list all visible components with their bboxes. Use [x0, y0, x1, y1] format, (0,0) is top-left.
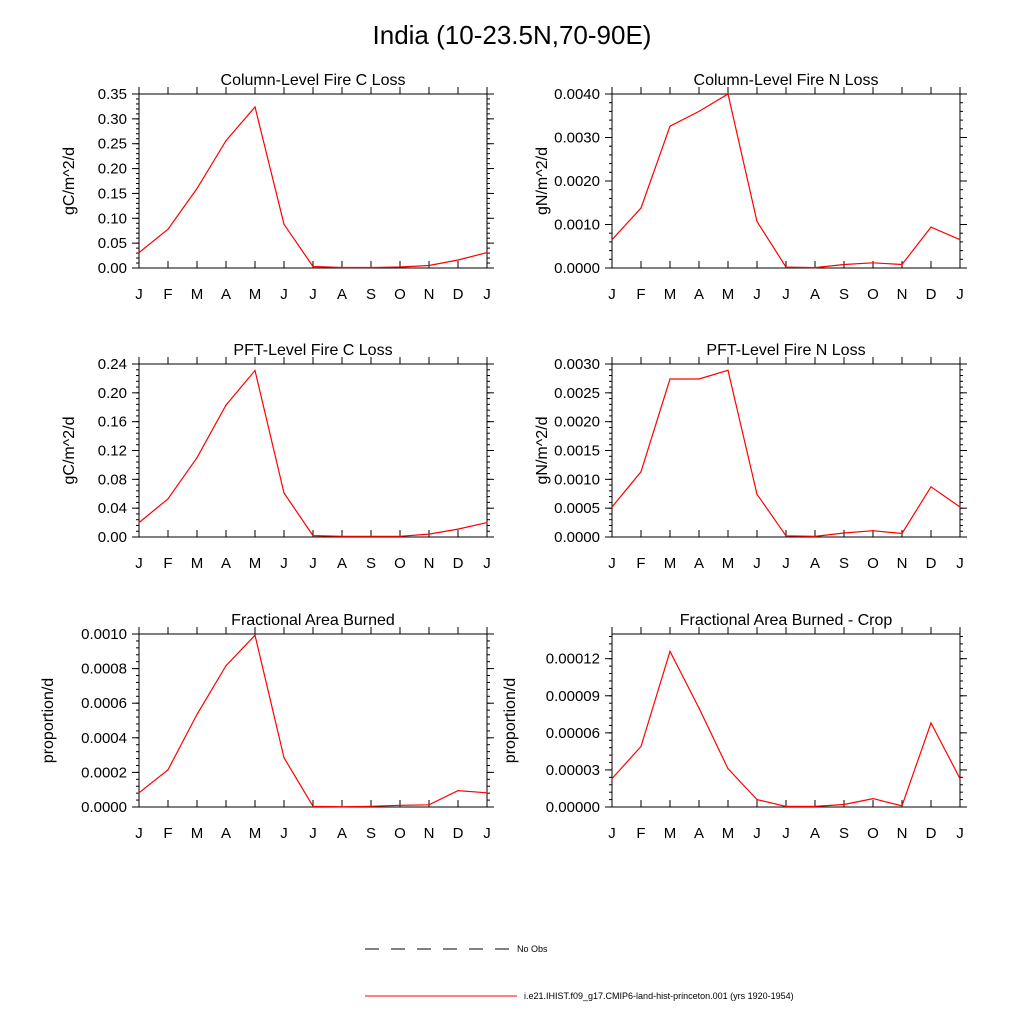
panel-title: Column-Level Fire N Loss: [693, 72, 879, 89]
y-tick-label: 0.05: [97, 235, 127, 253]
data-point: [312, 806, 313, 807]
x-tick-label: N: [423, 825, 435, 842]
y-tick-label: 0.00000: [545, 799, 600, 816]
data-point: [138, 252, 139, 253]
data-point: [196, 714, 197, 715]
data-point: [872, 798, 873, 799]
x-tick-label: J: [280, 825, 288, 842]
panel-title: PFT-Level Fire N Loss: [706, 342, 866, 359]
data-point: [872, 530, 873, 531]
y-tick-label: 0.0000: [554, 260, 600, 277]
y-tick-label: 0.0004: [81, 729, 127, 747]
data-point: [843, 532, 844, 533]
data-point: [843, 264, 844, 265]
data-point: [727, 370, 728, 371]
data-point: [138, 792, 139, 793]
data-point: [843, 804, 844, 805]
data-point: [814, 536, 815, 537]
data-point: [959, 239, 960, 240]
y-tick-label: 0.0008: [81, 660, 127, 678]
y-tick-label: 0.0000: [81, 799, 127, 816]
y-tick-label: 0.16: [97, 413, 127, 431]
x-tick-label: A: [336, 555, 348, 572]
y-tick-label: 0.0010: [81, 626, 127, 643]
legend: [365, 944, 794, 1001]
x-tick-label: J: [782, 825, 790, 842]
data-point: [486, 522, 487, 523]
data-point: [457, 528, 458, 529]
data-point: [669, 126, 670, 127]
x-tick-label: M: [248, 286, 262, 303]
y-tick-label: 0.0030: [554, 129, 600, 147]
data-point: [698, 378, 699, 379]
x-tick-label: M: [248, 555, 262, 572]
x-tick-label: M: [721, 555, 735, 572]
data-point: [640, 471, 641, 472]
x-tick-label: J: [135, 825, 143, 842]
x-tick-label: M: [190, 825, 204, 842]
data-point: [814, 267, 815, 268]
x-tick-label: D: [452, 286, 464, 303]
panel-title: Fractional Area Burned: [231, 612, 395, 629]
y-tick-label: 0.20: [97, 160, 127, 178]
x-tick-label: S: [365, 555, 377, 572]
plot-frame: [139, 634, 487, 807]
data-point: [399, 266, 400, 267]
x-tick-label: J: [280, 555, 288, 572]
y-tick-label: 0.15: [97, 185, 127, 203]
data-point: [370, 267, 371, 268]
y-axis-label: gC/m^2/d: [61, 416, 78, 485]
y-tick-label: 0.00: [97, 529, 127, 546]
data-point: [756, 494, 757, 495]
data-point: [312, 535, 313, 536]
plot-frame: [612, 94, 960, 268]
data-point: [698, 111, 699, 112]
x-tick-label: O: [867, 286, 879, 303]
data-point: [283, 224, 284, 225]
y-tick-label: 0.0025: [554, 384, 600, 402]
x-tick-label: J: [956, 825, 964, 842]
data-point: [611, 778, 612, 779]
x-tick-label: S: [365, 286, 377, 303]
x-tick-label: J: [956, 555, 964, 572]
x-tick-label: J: [309, 555, 317, 572]
x-tick-label: J: [608, 825, 616, 842]
y-tick-label: 0.00003: [545, 761, 600, 779]
x-tick-label: M: [248, 825, 262, 842]
data-point: [428, 804, 429, 805]
x-tick-label: M: [663, 555, 677, 572]
x-tick-label: S: [838, 555, 850, 572]
x-tick-label: O: [394, 555, 406, 572]
x-tick-label: J: [956, 286, 964, 303]
x-tick-label: M: [721, 825, 735, 842]
data-point: [254, 370, 255, 371]
x-tick-label: S: [838, 825, 850, 842]
data-point: [341, 536, 342, 537]
series-line: [612, 94, 960, 268]
data-point: [167, 769, 168, 770]
plot-frame: [612, 364, 960, 537]
x-tick-label: O: [867, 825, 879, 842]
series-line: [612, 651, 960, 806]
y-tick-label: 0.20: [97, 384, 127, 402]
data-point: [930, 722, 931, 723]
y-tick-label: 0.00012: [545, 650, 600, 668]
x-tick-label: J: [483, 286, 491, 303]
data-point: [167, 229, 168, 230]
x-tick-label: J: [309, 825, 317, 842]
x-tick-label: M: [663, 286, 677, 303]
data-point: [959, 506, 960, 507]
data-point: [814, 806, 815, 807]
data-point: [756, 799, 757, 800]
y-tick-label: 0.0010: [554, 216, 600, 234]
y-axis-label: proportion/d: [40, 677, 57, 764]
x-tick-label: A: [220, 286, 232, 303]
data-point: [901, 264, 902, 265]
panel-1: [61, 72, 494, 303]
plot-frame: [139, 94, 487, 268]
y-tick-label: 0.0005: [554, 500, 600, 518]
x-tick-label: D: [925, 555, 937, 572]
x-tick-label: D: [452, 825, 464, 842]
x-tick-label: D: [925, 286, 937, 303]
data-point: [785, 535, 786, 536]
data-point: [640, 207, 641, 208]
data-point: [196, 457, 197, 458]
x-tick-label: N: [423, 555, 435, 572]
x-tick-label: J: [753, 555, 761, 572]
data-point: [669, 651, 670, 652]
data-point: [167, 498, 168, 499]
y-tick-label: 0.0020: [554, 173, 600, 190]
panel-4: [534, 342, 967, 572]
y-tick-label: 0.04: [97, 500, 127, 518]
data-point: [486, 792, 487, 793]
data-point: [254, 635, 255, 636]
x-tick-label: J: [280, 286, 288, 303]
data-point: [901, 533, 902, 534]
x-tick-label: J: [309, 286, 317, 303]
x-tick-label: F: [163, 286, 173, 303]
x-tick-label: F: [163, 555, 173, 572]
data-point: [370, 536, 371, 537]
x-tick-label: O: [867, 555, 879, 572]
y-tick-label: 0.25: [97, 135, 127, 153]
x-tick-label: J: [753, 825, 761, 842]
x-tick-label: N: [423, 286, 435, 303]
panel-title: Column-Level Fire C Loss: [220, 72, 406, 89]
series-line: [139, 371, 487, 537]
y-tick-label: 0.0040: [554, 86, 600, 103]
x-tick-label: A: [693, 555, 705, 572]
data-point: [225, 665, 226, 666]
x-tick-label: F: [636, 555, 646, 572]
panel-2: [534, 72, 967, 303]
y-tick-label: 0.24: [97, 356, 127, 373]
y-tick-label: 0.35: [97, 86, 127, 103]
data-point: [341, 267, 342, 268]
x-tick-label: J: [782, 286, 790, 303]
x-tick-label: A: [336, 286, 348, 303]
data-point: [225, 140, 226, 141]
data-point: [283, 492, 284, 493]
y-tick-label: 0.10: [97, 210, 127, 228]
data-point: [370, 806, 371, 807]
y-axis-label: gN/m^2/d: [534, 147, 551, 215]
legend-obs-label: No Obs: [517, 944, 548, 954]
x-tick-label: S: [365, 825, 377, 842]
data-point: [225, 404, 226, 405]
data-point: [930, 227, 931, 228]
x-tick-label: A: [809, 555, 821, 572]
data-point: [457, 259, 458, 260]
data-point: [341, 806, 342, 807]
data-point: [611, 506, 612, 507]
panel-title: PFT-Level Fire C Loss: [233, 342, 393, 359]
panel-title: Fractional Area Burned - Crop: [679, 612, 893, 629]
data-point: [283, 757, 284, 758]
x-tick-label: M: [721, 286, 735, 303]
y-tick-label: 0.0015: [554, 442, 600, 460]
data-point: [959, 778, 960, 779]
data-point: [312, 266, 313, 267]
data-point: [457, 790, 458, 791]
x-tick-label: J: [608, 286, 616, 303]
y-tick-label: 0.0002: [81, 764, 127, 782]
y-tick-label: 0.0020: [554, 413, 600, 431]
data-point: [698, 708, 699, 709]
x-tick-label: A: [693, 825, 705, 842]
y-tick-label: 0.00006: [545, 724, 600, 742]
x-tick-label: A: [693, 286, 705, 303]
x-tick-label: N: [896, 286, 908, 303]
data-point: [399, 805, 400, 806]
x-tick-label: A: [220, 555, 232, 572]
x-tick-label: F: [163, 825, 173, 842]
x-tick-label: M: [190, 555, 204, 572]
panel-3: [61, 342, 494, 572]
x-tick-label: A: [220, 825, 232, 842]
data-point: [196, 188, 197, 189]
data-point: [138, 522, 139, 523]
x-tick-label: M: [190, 286, 204, 303]
data-point: [486, 252, 487, 253]
x-tick-label: J: [753, 286, 761, 303]
y-tick-label: 0.08: [97, 471, 127, 489]
data-point: [727, 93, 728, 94]
data-point: [785, 267, 786, 268]
panel-5: [40, 612, 494, 842]
data-point: [428, 534, 429, 535]
x-tick-label: S: [838, 286, 850, 303]
y-tick-label: 0.00009: [545, 687, 600, 705]
y-tick-label: 0.00: [97, 260, 127, 277]
data-point: [640, 746, 641, 747]
x-tick-label: A: [336, 825, 348, 842]
data-point: [611, 239, 612, 240]
x-tick-label: J: [608, 555, 616, 572]
y-tick-label: 0.0010: [554, 471, 600, 489]
figure-title: India (10-23.5N,70-90E): [372, 20, 652, 50]
x-tick-label: J: [135, 555, 143, 572]
legend-model-label: i.e21.IHIST.f09_g17.CMIP6-land-hist-princeton.001 (yrs 1920-1954): [524, 991, 794, 1001]
plot-frame: [612, 634, 960, 807]
series-line: [139, 635, 487, 807]
x-tick-label: A: [809, 825, 821, 842]
data-point: [669, 378, 670, 379]
data-point: [254, 106, 255, 107]
data-point: [872, 262, 873, 263]
data-point: [727, 768, 728, 769]
x-tick-label: A: [809, 286, 821, 303]
y-tick-label: 0.0006: [81, 695, 127, 713]
y-tick-label: 0.12: [97, 442, 127, 460]
y-axis-label: proportion/d: [502, 677, 519, 764]
x-tick-label: J: [483, 825, 491, 842]
data-point: [756, 221, 757, 222]
x-tick-label: F: [636, 825, 646, 842]
data-point: [785, 806, 786, 807]
series-line: [612, 370, 960, 536]
y-axis-label: gC/m^2/d: [61, 147, 78, 215]
x-tick-label: O: [394, 825, 406, 842]
plot-frame: [139, 364, 487, 537]
x-tick-label: J: [483, 555, 491, 572]
x-tick-label: O: [394, 286, 406, 303]
y-tick-label: 0.30: [97, 110, 127, 128]
x-tick-label: J: [135, 286, 143, 303]
y-axis-label: gN/m^2/d: [534, 416, 551, 485]
y-tick-label: 0.0000: [554, 529, 600, 546]
x-tick-label: N: [896, 555, 908, 572]
y-tick-label: 0.0030: [554, 356, 600, 373]
data-point: [901, 805, 902, 806]
x-tick-label: N: [896, 825, 908, 842]
data-point: [428, 265, 429, 266]
x-tick-label: D: [925, 825, 937, 842]
x-tick-label: F: [636, 286, 646, 303]
x-tick-label: D: [452, 555, 464, 572]
series-line: [139, 107, 487, 268]
x-tick-label: J: [782, 555, 790, 572]
data-point: [930, 486, 931, 487]
panel-6: [502, 612, 967, 842]
x-tick-label: M: [663, 825, 677, 842]
data-point: [399, 536, 400, 537]
